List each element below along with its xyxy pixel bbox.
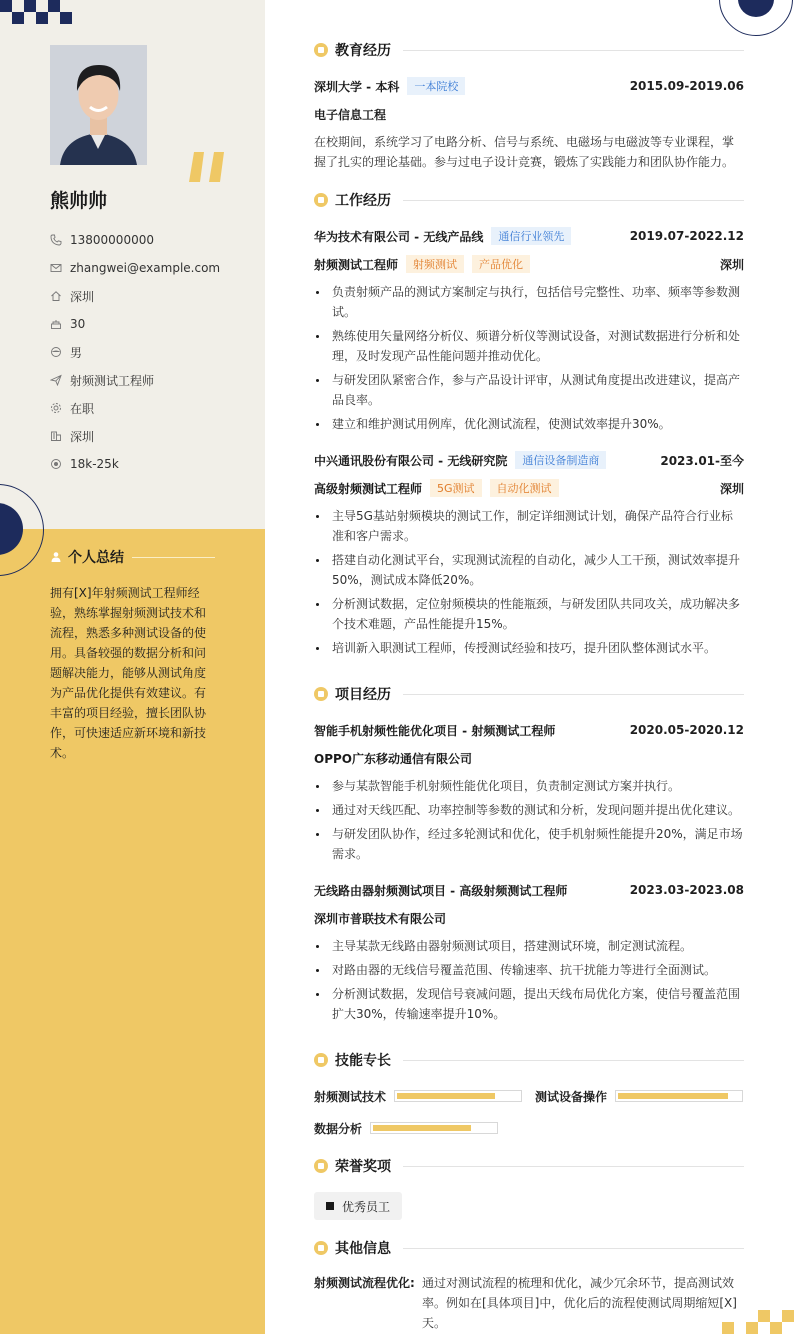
project-date: 2023.03-2023.08	[629, 883, 744, 897]
company-name: 中兴通讯股份有限公司 - 无线研究院	[314, 453, 508, 468]
info-text: zhangwei@example.com	[70, 261, 221, 275]
status-icon	[50, 402, 62, 414]
list-item: 主导某款无线路由器射频测试项目，搭建测试环境，制定测试流程。	[314, 936, 744, 956]
section-skills	[314, 1050, 744, 1070]
company-tag: 通信设备制造商	[515, 451, 606, 469]
role-tag: 产品优化	[472, 255, 530, 273]
work-city: 深圳	[719, 257, 744, 272]
skill-bar	[615, 1090, 743, 1102]
quote-icon	[189, 150, 227, 182]
work-date: 2023.01-至今	[660, 453, 744, 468]
info-text: 在职	[70, 401, 95, 416]
award-badge	[314, 1192, 402, 1220]
skill-bar-fill	[397, 1093, 495, 1099]
work-bullets	[314, 282, 744, 438]
divider	[403, 1248, 744, 1249]
circle-decoration	[719, 0, 793, 36]
list-item: 参与某款智能手机射频性能优化项目，负责制定测试方案并执行。	[314, 776, 744, 796]
skill-item	[314, 1118, 498, 1138]
education-row	[314, 76, 744, 96]
section-title: 其他信息	[335, 1241, 391, 1257]
list-item: 负责射频产品的测试方案制定与执行，包括信号完整性、功率、频率等参数测试。	[314, 282, 744, 322]
list-item: 建立和维护测试用例库，优化测试流程，使测试效率提升30%。	[314, 414, 744, 434]
project-icon	[314, 687, 328, 701]
info-email	[50, 254, 250, 282]
phone-icon	[50, 234, 62, 246]
award-text: 优秀员工	[342, 1199, 391, 1214]
avatar	[50, 45, 147, 165]
work-company-row	[314, 226, 744, 246]
skill-bar-fill	[618, 1093, 728, 1099]
divider	[403, 1060, 744, 1061]
project-name: 智能手机射频性能优化项目 - 射频测试工程师	[314, 723, 556, 738]
info-job	[50, 366, 250, 394]
summary-title: 个人总结	[68, 550, 124, 566]
work-date: 2019.07-2022.12	[629, 229, 744, 243]
summary-text: 拥有[X]年射频测试工程师经验，熟练掌握射频测试技术和流程，熟悉多种测试设备的使用。具备较强的数据分析和问题解决能力，能够从测试角度为产品优化提供有效建议。有丰富的项目经验，擅长团队协作，可快速适应新环境和新技术。	[50, 586, 207, 760]
skill-name: 射频测试技术	[314, 1089, 387, 1104]
info-gender	[50, 338, 250, 366]
divider	[403, 694, 744, 695]
info-text: 13800000000	[70, 233, 154, 247]
work-bullets	[314, 506, 744, 662]
info-status	[50, 394, 250, 422]
skill-name: 测试设备操作	[535, 1089, 608, 1104]
other-text: 通过对测试流程的梳理和优化，减少冗余环节，提高测试效率。例如在[具体项目]中，优化后的流程使测试周期缩短[X]天。	[422, 1276, 737, 1330]
section-title: 荣誉奖项	[335, 1159, 391, 1175]
work-role-row	[314, 478, 744, 498]
role-tag: 射频测试	[406, 255, 464, 273]
role: 高级射频测试工程师	[314, 481, 423, 496]
info-text: 深圳	[70, 429, 95, 444]
other-label: 射频测试流程优化:	[314, 1276, 415, 1290]
summary-header	[50, 547, 215, 567]
list-item: 通过对天线匹配、功率控制等参数的测试和分析，发现问题并提出优化建议。	[314, 800, 744, 820]
other-info	[314, 1273, 744, 1333]
list-item: 分析测试数据，发现信号衰减问题，提出天线布局优化方案，使信号覆盖范围扩大30%，传输速率提升10%。	[314, 984, 744, 1024]
list-item: 与研发团队协作，经过多轮测试和优化，使手机射频性能提升20%，满足市场需求。	[314, 824, 744, 864]
salary-icon	[50, 458, 62, 470]
project-name: 无线路由器射频测试项目 - 高级射频测试工程师	[314, 883, 568, 898]
info-home	[50, 282, 250, 310]
list-item: 培训新入职测试工程师，传授测试经验和技巧，提升团队整体测试水平。	[314, 638, 744, 658]
info-text: 深圳	[70, 289, 95, 304]
list-item: 分析测试数据，定位射频模块的性能瓶颈，与研发团队共同攻关，成功解决多个技术难题，产品性能提升15%。	[314, 594, 744, 634]
school-name: 深圳大学 - 本科	[314, 79, 400, 94]
education-desc: 在校期间，系统学习了电路分析、信号与系统、电磁场与电磁波等专业课程，掌握了扎实的理论基础。参与过电子设计竞赛，锻炼了实践能力和团队协作能力。	[314, 135, 735, 169]
age-icon	[50, 318, 62, 330]
skill-name: 数据分析	[314, 1121, 363, 1136]
square-icon	[326, 1202, 334, 1210]
city-icon	[50, 430, 62, 442]
award-icon	[314, 1159, 328, 1173]
section-awards	[314, 1156, 744, 1176]
list-item: 对路由器的无线信号覆盖范围、传输速率、抗干扰能力等进行全面测试。	[314, 960, 744, 980]
work-city: 深圳	[719, 481, 744, 496]
sidebar	[0, 0, 265, 1334]
email-icon	[50, 262, 62, 274]
info-text: 18k-25k	[70, 457, 119, 471]
skill-item	[314, 1086, 522, 1106]
info-phone	[50, 226, 250, 254]
work-company-row	[314, 450, 744, 470]
person-icon	[50, 551, 62, 563]
role-tag: 5G测试	[430, 479, 482, 497]
info-age	[50, 310, 250, 338]
list-item: 主导5G基站射频模块的测试工作，制定详细测试计划，确保产品符合行业标准和客户需求。	[314, 506, 744, 546]
divider	[403, 200, 744, 201]
skill-icon	[314, 1053, 328, 1067]
briefcase-icon	[314, 193, 328, 207]
divider	[132, 557, 215, 558]
gender-icon	[50, 346, 62, 358]
project-org-row	[314, 908, 744, 928]
project-org: 深圳市普联技术有限公司	[314, 911, 447, 926]
divider	[403, 1166, 744, 1167]
list-item: 与研发团队紧密合作，参与产品设计评审，从测试角度提出改进建议，提高产品良率。	[314, 370, 744, 410]
info-text: 男	[70, 345, 83, 360]
section-title: 技能专长	[335, 1053, 391, 1069]
profile-name: 熊帅帅	[50, 190, 108, 212]
skill-bar	[394, 1090, 522, 1102]
info-text: 30	[70, 317, 86, 331]
role: 射频测试工程师	[314, 257, 399, 272]
home-icon	[50, 290, 62, 302]
section-title: 项目经历	[335, 687, 391, 703]
major: 电子信息工程	[314, 107, 387, 122]
info-city	[50, 422, 250, 450]
project-org: OPPO广东移动通信有限公司	[314, 751, 472, 766]
section-other	[314, 1238, 744, 1258]
company-tag: 通信行业领先	[491, 227, 571, 245]
project-row	[314, 720, 744, 740]
section-projects	[314, 684, 744, 704]
education-icon	[314, 43, 328, 57]
section-title: 教育经历	[335, 43, 391, 59]
major-row	[314, 104, 744, 124]
project-row	[314, 880, 744, 900]
role-tag: 自动化测试	[490, 479, 559, 497]
list-item: 熟练使用矢量网络分析仪、频谱分析仪等测试设备，对测试数据进行分析和处理，及时发现产品性能问题并推动优化。	[314, 326, 744, 366]
contact-info-list	[50, 226, 250, 478]
company-name: 华为技术有限公司 - 无线产品线	[314, 229, 484, 244]
school-tag: 一本院校	[407, 77, 465, 95]
section-education	[314, 40, 744, 60]
project-bullets	[314, 776, 744, 868]
skill-bar-fill	[373, 1125, 471, 1131]
project-org-row	[314, 748, 744, 768]
skill-bar	[370, 1122, 498, 1134]
project-bullets	[314, 936, 744, 1028]
info-text: 射频测试工程师	[70, 373, 155, 388]
education-date: 2015.09-2019.06	[629, 79, 744, 93]
info-salary	[50, 450, 250, 478]
checker-decoration	[0, 0, 76, 24]
info-icon	[314, 1241, 328, 1255]
list-item: 搭建自动化测试平台，实现测试流程的自动化，减少人工干预，测试效率提升50%，测试成本降低20%。	[314, 550, 744, 590]
project-date: 2020.05-2020.12	[629, 723, 744, 737]
section-work	[314, 190, 744, 210]
work-role-row	[314, 254, 744, 274]
job-icon	[50, 374, 62, 386]
divider	[403, 50, 744, 51]
section-title: 工作经历	[335, 193, 391, 209]
skill-item	[535, 1086, 743, 1106]
